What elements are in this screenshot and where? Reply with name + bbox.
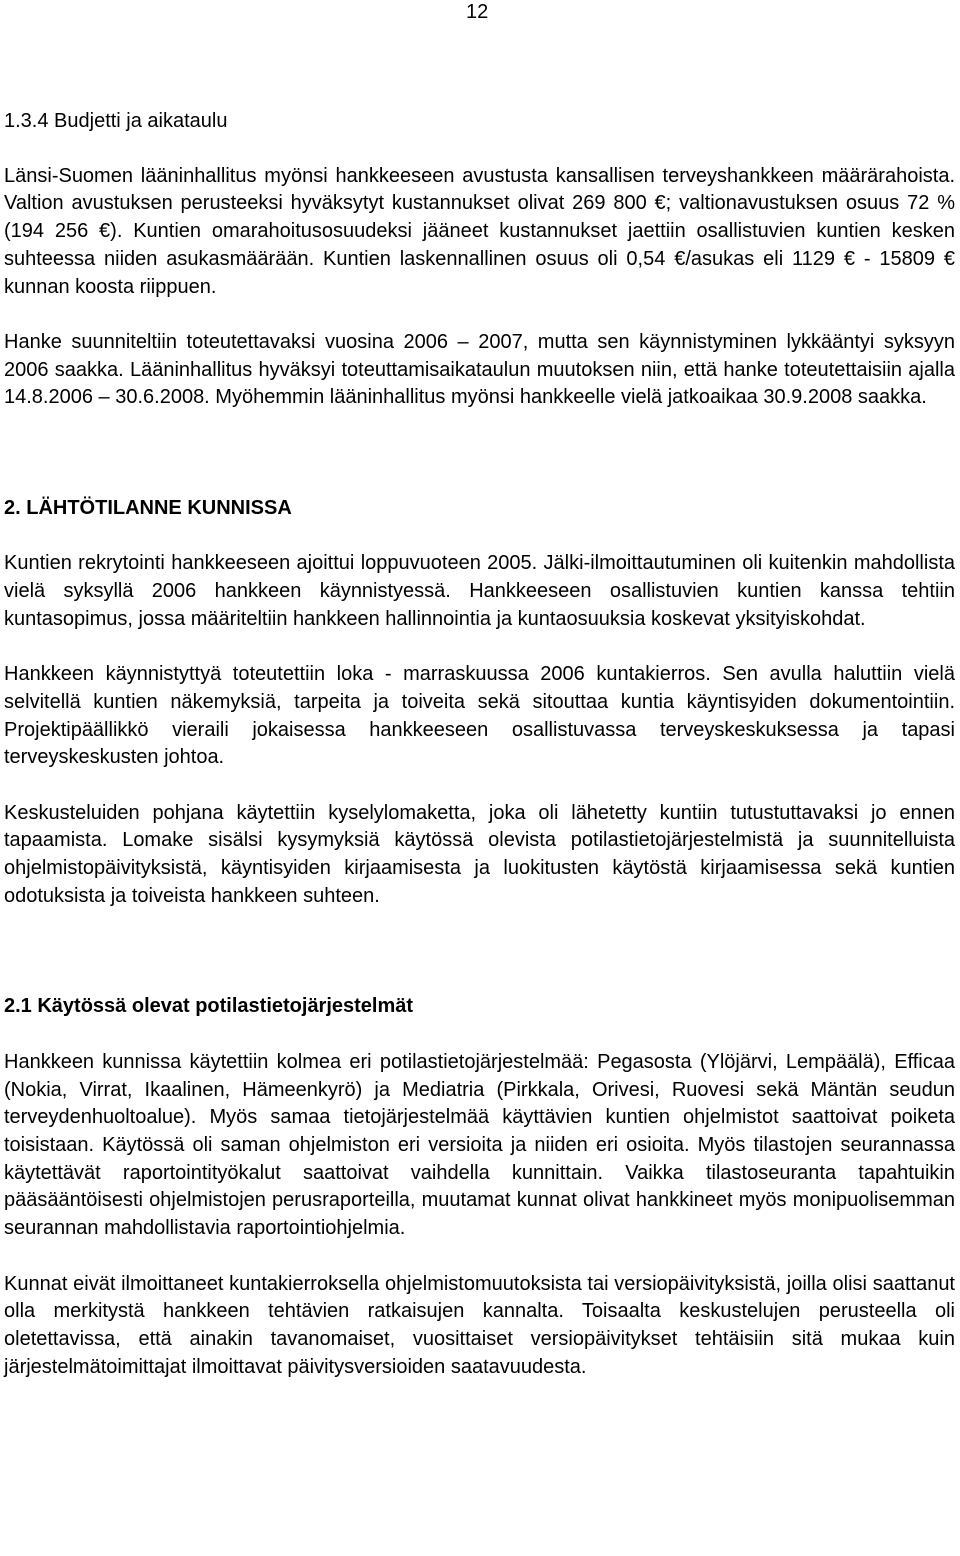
- section-patient-systems: [4, 993, 955, 1381]
- paragraph-schedule: Hanke suunniteltiin toteutettavaksi vuosina 2006 – 2007, mutta sen käynnistyminen lykkääntyi syksyyn 2006 saakka. Lääninhallitus hyväksyi toteuttamisaikataulun muutoksen niin, että hanke toteutettaisiin ajalla 14.8.2006 – 30.6.2008. Myöhemmin lääninhallitus myönsi hankkeelle vielä jatkoaikaa 30.9.2008 saakka.: [4, 330, 955, 409]
- paragraph-recruitment: Kuntien rekrytointi hankkeeseen ajoittui loppuvuoteen 2005. Jälki-ilmoittautuminen oli kuitenkin mahdollista vielä syksyllä 2006 hankkeen käynnistyessä. Hankkeeseen osallistuvien kuntien kanssa tehtiin kuntasopimus, jossa määriteltiin hankkeen hallinnointia ja kuntaosuuksia koskevat yksityiskohdat.: [4, 552, 955, 630]
- section-spacer: [4, 938, 955, 993]
- section-starting-situation: [4, 495, 955, 911]
- document-body: [4, 108, 955, 1409]
- section-heading-patient-systems: 2.1 Käytössä olevat potilastietojärjestelmät: [4, 995, 414, 1018]
- paragraph-questionnaire: Keskusteluiden pohjana käytettiin kyselylomaketta, joka oli lähetetty kuntiin tutustuttavaksi jo ennen tapaamista. Lomake sisälsi kysymyksiä käytössä olevista potilastietojärjestelmistä ja suunnitelluista ohjelmistopäivityksistä, käyntisyiden kirjaamisesta ja luokitusten käytöstä kirjaamisessa sekä kuntien odotuksista ja toiveista hankkeen suhteen.: [4, 801, 955, 907]
- paragraph-municipal-tour: Hankkeen käynnistyttyä toteutettiin loka - marraskuussa 2006 kuntakierros. Sen avulla haluttiin vielä selvitellä kuntien näkemyksiä, tarpeita ja toiveita sekä sitouttaa kuntia käyntisyiden dokumentointiin. Projektipäällikkö vieraili jokaisessa hankkeeseen osallistuvassa terveyskeskuksessa ja tapasi terveyskeskusten johtoa.: [4, 663, 955, 769]
- page-number: 12: [466, 1, 489, 23]
- section-budget-schedule: [4, 108, 955, 412]
- section-heading-budget-schedule: 1.3.4 Budjetti ja aikataulu: [4, 110, 228, 132]
- section-spacer: [4, 440, 955, 495]
- section-heading-starting-situation: 2. LÄHTÖTILANNE KUNNISSA: [4, 496, 292, 519]
- paragraph-software-updates: Kunnat eivät ilmoittaneet kuntakierroksella ohjelmistomuutoksista tai versiopäivityksistä, joilla olisi saattanut olla merkitystä hankkeen tehtävien ratkaisujen kannalta. Toisaalta keskustelujen perusteella oli oletettavissa, että ainakin tavanomaiset, vuosittaiset versiopäivitykset tehtäisiin sitä mukaa kuin järjestelmätoimittajat ilmoittavat päivitysversioiden saatavuudesta.: [4, 1272, 955, 1378]
- paragraph-systems-in-use: Hankkeen kunnissa käytettiin kolmea eri potilastietojärjestelmää: Pegasosta (Ylöjärvi, Lempäälä), Efficaa (Nokia, Virrat, Ikaalinen, Hämeenkyrö) ja Mediatria (Pirkkala, Orivesi, Ruovesi sekä Mäntän seudun terveydenhuoltoalue). Myös samaa tietojärjestelmää käyttävien kuntien ohjelmistot saattoivat poiketa toisistaan. Käytössä oli saman ohjelmiston eri versioita ja niiden eri osioita. Myös tilastojen seurannassa käytettävät raportointityökalut saattoivat vaihdella kunnittain. Vaikka tilastoseuranta tapahtuikin pääsääntöisesti ohjelmistojen perusraporteilla, muutamat kunnat olivat hankkineet myös monipuolisemman seurannan mahdollistavia raportointiohjelmia.: [4, 1050, 955, 1240]
- paragraph-funding: Länsi-Suomen lääninhallitus myönsi hankkeeseen avustusta kansallisen terveyshankkeen määrärahoista. Valtion avustuksen perusteeksi hyväksytyt kustannukset olivat 269 800 €; valtionavustuksen osuus 72 % (194 256 €). Kuntien omarahoitusosuudeksi jääneet kustannukset jaettiin osallistuvien kuntien kesken suhteessa niiden asukasmäärään. Kuntien laskennallinen osuus oli 0,54 €/asukas eli 1129 € - 15809 € kunnan koosta riippuen.: [4, 164, 955, 298]
